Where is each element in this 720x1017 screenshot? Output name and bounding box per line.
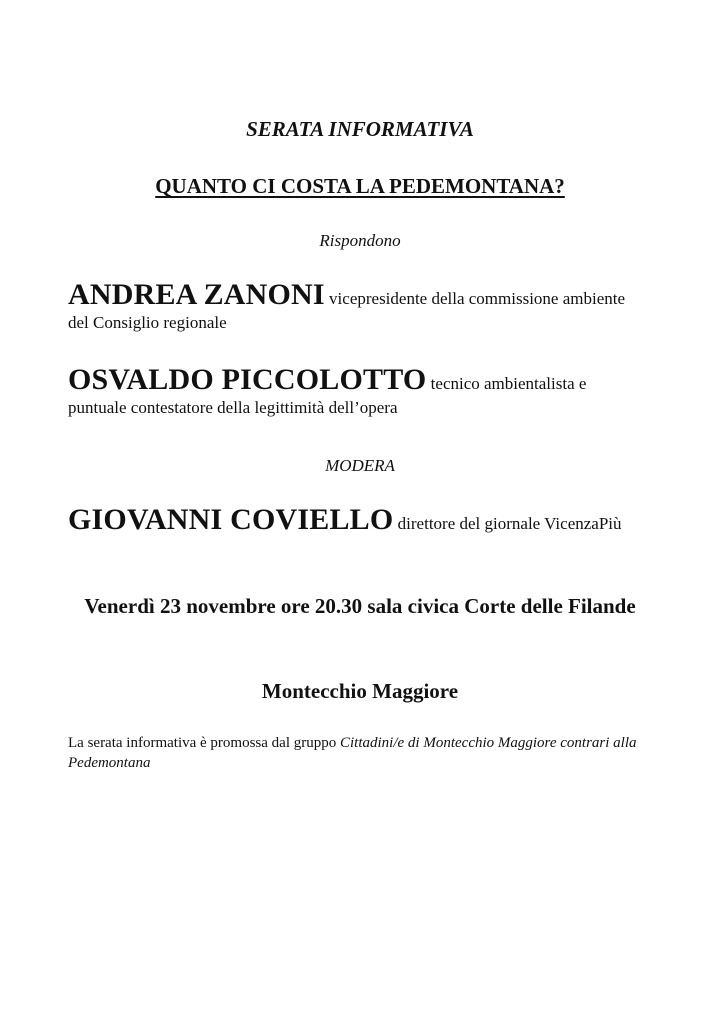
speaker-role: tecnico ambientalista e puntuale contestatore della legittimità dell’opera <box>68 374 587 417</box>
flyer-title: SERATA INFORMATIVA <box>246 117 474 141</box>
event-date-venue: Venerdì 23 novembre ore 20.30 sala civica Corte delle Filande <box>84 594 636 618</box>
respond-label: Rispondono <box>319 231 401 250</box>
speaker-osvaldo-piccolotto <box>68 363 648 420</box>
flyer-question: QUANTO CI COSTA LA PEDEMONTANA? <box>155 174 565 198</box>
promoter-text: La serata informativa è promossa dal gruppo <box>68 735 340 751</box>
promoter-note <box>68 733 648 773</box>
speaker-andrea-zanoni <box>68 278 648 335</box>
speaker-name: ANDREA ZANONI <box>68 278 325 311</box>
moderator-name: GIOVANNI COVIELLO <box>68 503 394 536</box>
speaker-name: OSVALDO PICCOLOTTO <box>68 363 427 396</box>
speaker-role: vicepresidente della commissione ambiente del Consiglio regionale <box>68 289 626 332</box>
moderator-role: direttore del giornale VicenzaPiù <box>393 514 622 533</box>
moderator-label: MODERA <box>325 456 395 475</box>
moderator-giovanni-coviello <box>68 503 648 536</box>
promoter-group: Cittadini/e di Montecchio Maggiore contrari alla Pedemontana <box>68 735 637 771</box>
event-town: Montecchio Maggiore <box>261 679 459 703</box>
